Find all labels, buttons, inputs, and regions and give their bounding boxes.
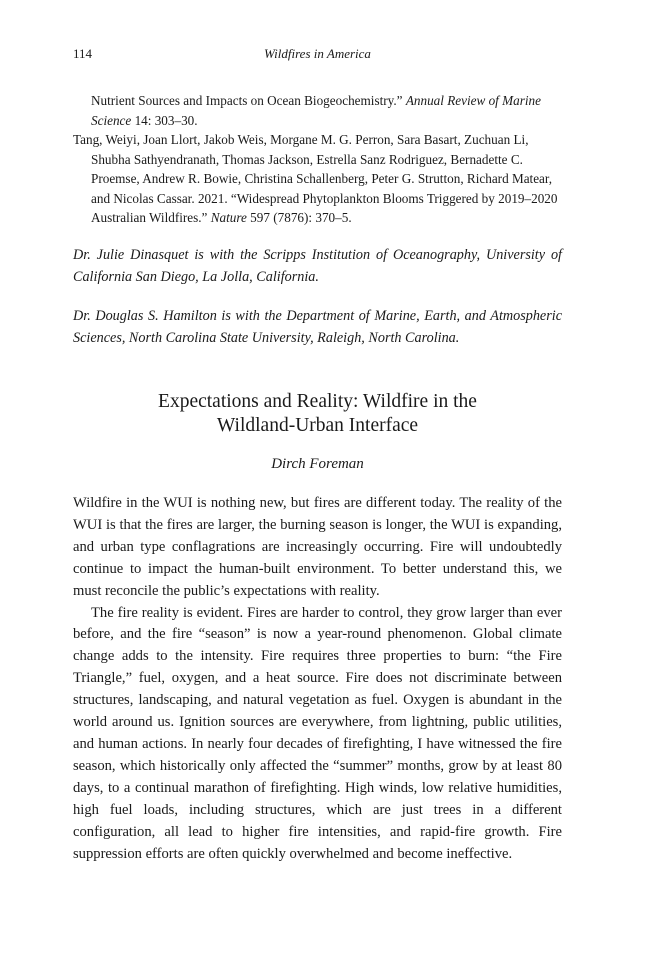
reference-entry: [73, 91, 562, 130]
article-title: [73, 390, 562, 438]
journal-title: Nature: [210, 210, 247, 225]
reference-text: 597 (7876): 370–5.: [246, 210, 352, 225]
running-header: [73, 46, 562, 66]
article-title-line: Wildland-Urban Interface: [216, 415, 419, 436]
author-bio-hamilton: Dr. Douglas S. Hamilton is with the Department of Marine, Earth, and Atmospheric Sciences, North Carolina State University, Raleigh, North Carolina.: [73, 308, 562, 346]
article-title-line: Expectations and Reality: Wildfire in the: [158, 391, 477, 412]
body-paragraph: Wildfire in the WUI is nothing new, but fires are different today. The reality of the WUI is that the fires are larger, the burning season is longer, the WUI is expanding, and urban type conflagrations are increasingly occurring. Fire will undoubtedly continue to impact the human-built environment. To better understand this, we must reconcile the public’s expectations with reality.: [73, 495, 562, 599]
page-number: 114: [73, 46, 93, 61]
reference-text: Tang, Weiyi, Joan Llort, Jakob Weis, Morgane M. G. Perron, Sara Basart, Zuchuan Li, Shubha Sathyendranath, Thomas Jackson, Estrella Sanz Rodriguez, Bernadette C. Proemse, Andrew R. Bowie, Christina Schallenberg, Peter G. Strutton, Richard Matear, and Nicolas Cassar. 2021. “Widespread Phytoplankton Blooms Triggered by 2019–2020 Australian Wildfires.”: [73, 132, 558, 225]
reference-entry: [73, 130, 562, 228]
author-bio-dinasquet: Dr. Julie Dinasquet is with the Scripps Institution of Oceanography, University of California San Diego, La Jolla, California.: [73, 247, 562, 285]
journal-title: Annual Review of Marine Science: [91, 93, 541, 128]
reference-text: Nutrient Sources and Impacts on Ocean Biogeochemistry.”: [91, 93, 406, 108]
running-title: Wildfires in America: [264, 46, 371, 61]
article-body: [73, 493, 562, 865]
article-author: Dirch Foreman: [271, 456, 364, 472]
reference-list: [73, 91, 562, 228]
body-paragraph: The fire reality is evident. Fires are harder to control, they grow larger than ever before, and the fire “season” is now a year-round phenomenon. Global climate change adds to the intensity. Fire requires three properties to burn: “the Fire Triangle,” fuel, oxygen, and a heat source. Fire does not discriminate between structures, landscaping, and natural vegetation as fuel. Oxygen is abundant in the world around us. Ignition sources are everywhere, from lightning, public utilities, and human actions. In nearly four decades of firefighting, I have witnessed the fire season, which historically only affected the “summer” months, grow by at least 80 days, to a continual marathon of firefighting. High winds, low relative humidities, high fuel loads, including structures, which are just trees in a different configuration, all lead to higher fire intensities, and rapid-fire growth. Fire suppression efforts are often quickly overwhelmed and become ineffective.: [73, 604, 562, 862]
reference-text: 14: 303–30.: [131, 112, 198, 128]
